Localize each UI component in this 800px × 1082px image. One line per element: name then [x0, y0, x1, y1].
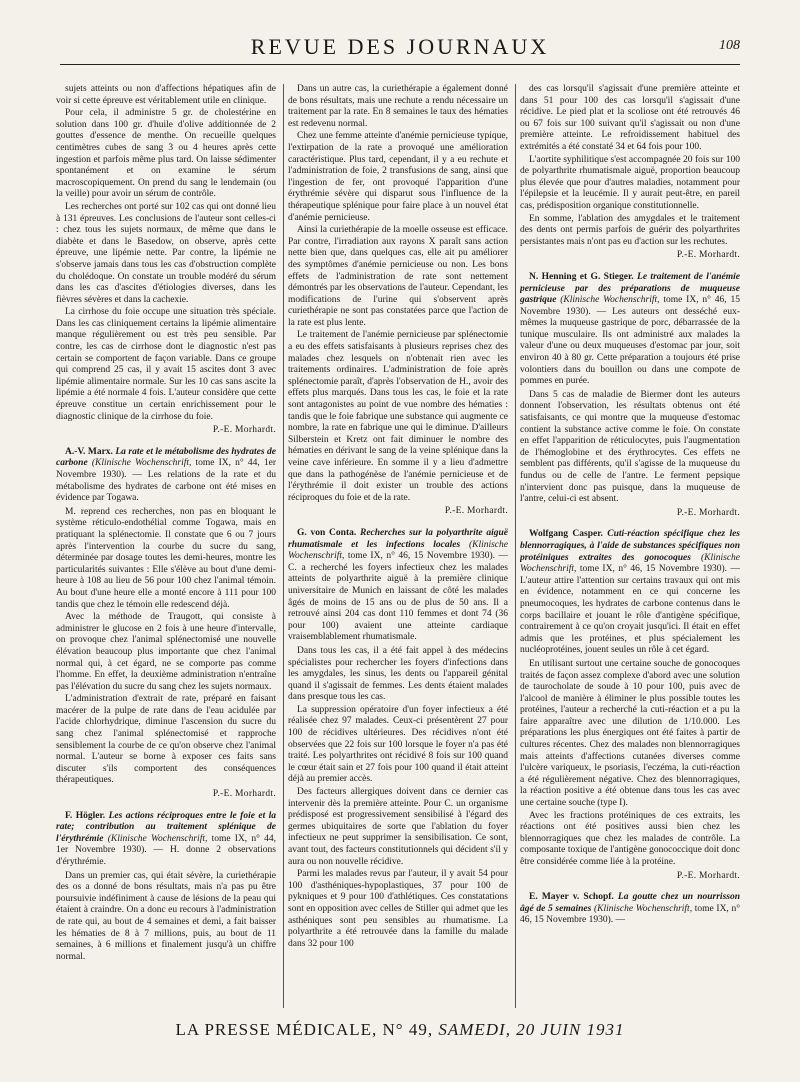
paragraph: L'administration d'extrait de rate, préparé en faisant macérer de la pulpe de rate dans de l'eau acidulée par l'acide chlorhydrique, diminue l'ascension du sucre du sang chez l'animal splénectomisé et rapproche sensiblement la courbe de ce qu'on observe chez l'animal normal. L'auteur se borne à exposer ces faits sans discuter s'ils comportent des conséquences thérapeutiques. — [56, 694, 276, 786]
author-signature: P.-E. Morhardt. — [676, 870, 740, 881]
article-title: Les actions réciproques entre le foie et la rate; contribution au traitement splénique de l'érythrémie — [56, 810, 276, 844]
paragraph: M. reprend ces recherches, non pas en bloquant le système réticulo-endothélial comme Togawa, mais en pratiquant la splénectomie. Il constate que 6 ou 7 jours après l'intervention la courbe du sucre du sang, déterminée par dosage toutes les demi-heures, montre les particularités suivantes : Elle s'élève au bout d'une demi-heure à 108 au lieu de 56 pour 100 chez l'animal témoin. Au bout d'une heure elle a monté encore à 111 pour 100 tandis que chez le témoin elle redescend déjà. — [56, 506, 276, 610]
paragraph: En somme, l'ablation des amygdales et le traitement des dents ont permis parfois de guérir des polyarthrites persistantes mais n'ont pas eu d'action sur les rechutes. — [520, 213, 740, 247]
article-source: (Klinische Wochenschrift, — [288, 539, 508, 562]
paragraph: des cas lorsqu'il s'agissait d'une première atteinte et dans 51 pour 100 des cas lorsqu'il s'agissait d'une récidive. Le pied plat et la scoliose ont été retrouvés 46 ou 67 fois sur 100 suivant qu'il s'agissait ou non d'une première atteinte. Le refroidissement habituel des extrémités a été constaté 34 et 64 fois pour 100. — [520, 84, 740, 152]
article-author: Wolfgang Casper. — [529, 529, 603, 540]
article-source: (Klinische Wochenschrift, — [560, 295, 660, 306]
article-details: tome IX, n° 44, 1er Novembre 1930). — H. donne 2 observations d'érythrémie. — [56, 833, 276, 867]
paragraph: Pour cela, il administre 5 gr. de cholestérine en solution dans 100 gr. d'huile d'olive additionnée de 2 gouttes d'essence de menthe. On recueille quelques centimètres cubes de sang 3 ou 4 heures après cette ingestion et parfois même plus tard. On laisse sédimenter spontanément et on examine le sérum macroscopiquement. On prend du sang le lendemain (ou la veille) pour avoir un sérum de contrôle. — [56, 108, 276, 200]
article-source: (Klinische Wochenschrift, — [593, 903, 693, 914]
article-details: tome IX, n° 46, 15 Novembre 1930). — — [520, 903, 740, 926]
journal-section-title: REVUE DES JOURNAUX — [250, 34, 550, 59]
paragraph: L'aortite syphilitique s'est accompagnée 20 fois sur 100 de polyarthrite rhumatismale aiguë, proportion beaucoup plus élevée que pour d'autres maladies, notamment pour l'épilepsie et la leucémie. Il y aurait peut-être, en pareil cas, prédisposition organique constitutionnelle. — [520, 154, 740, 211]
paragraph: Avec la méthode de Traugott, qui consiste à administrer le glucose en 2 fois à une heure d'intervalle, on provoque chez l'animal splénectomisé une nouvelle élévation beaucoup plus importante que chez l'animal normal qui, à cet égard, ne se comporte pas comme l'homme. En effet, la deuxième administration n'entraîne pas l'élévation du sucre du sang chez les sujets normaux. — [56, 612, 276, 692]
footer-issue: N° 49, — [382, 1020, 434, 1039]
article-heading — [520, 272, 740, 388]
article-title: La rate et le métabolisme des hydrates de carbone — [56, 446, 276, 469]
paragraph: Avec les fractions protéiniques de ces extraits, les réactions ont été positives aussi bien chez les blennorragiques que chez les malades de contrôle. La composante toxique de l'antigène gonococcique doit donc être considérée comme liée à la protéine. — [520, 810, 740, 867]
paragraph: Le traitement de l'anémie pernicieuse par splénectomie a eu des effets satisfaisants à plusieurs reprises chez des malades chez lesquels on n'obtenait rien avec les traitements ordinaires. L'administration de foie après splénectomie paraît, d'après l'observation de H., avoir des effets plus marqués. Dans tous les cas, le foie et la rate sont antagonistes au point de vue nombre des hématies : tandis que le foie fabrique une substance qui augmente ce nombre, la rate en fabrique une qui le diminue. D'ailleurs Silberstein et Kretz ont fait diminuer le nombre des hématies en dérivant le sang de la veine splénique dans la veine cave inférieure. En somme il y a lieu d'admettre que dans la pathogénèse de l'anémie pernicieuse et de l'érythrémie il doit exister un trouble des actions réciproques du foie et de la rate. — [288, 330, 508, 503]
article-details: tome IX, n° 46, 15 Novembre 1930). — C. a recherché les foyers infectieux chez les malades atteints de polyarthrite aiguë à la première clinique universitaire de Munich en laissant de côté les malades âgés de moins de 15 ans ou de plus de 50 ans. Il a retrouvé ainsi 204 cas dont 110 femmes et dont 74 (36 pour 100) avaient une atteinte cardiaque vraisemblablement rhumatismale. — [288, 551, 508, 643]
text-column-1 — [56, 84, 276, 1012]
article-details: tome IX, n° 46, 15 Novembre 1930). — Les auteurs ont desséché eux-mêmes la muqueuse gastrique de porc, débarrassée de la tunique musculaire. Ils ont administré aux malades la valeur d'une ou deux muqueuses d'estomac par jour, soit environ 40 à 80 gr. Cette préparation a toujours été prise volontiers dans du bouillon ou dans une compote de pommes en purée. — [520, 295, 740, 387]
article-author: E. Mayer v. Schopf. — [529, 892, 614, 903]
page-number: 108 — [719, 38, 740, 53]
paragraph: Dans un autre cas, la curiethérapie a également donné de bons résultats, mais une rechute a rendu nécessaire un traitement par la rate. En 8 semaines le taux des hématies est redevenu normal. — [288, 84, 508, 129]
author-signature: P.-E. Morhardt. — [444, 506, 508, 517]
paragraph: Les recherches ont porté sur 102 cas qui ont donné lieu à 131 épreuves. Les conclusions de l'auteur sont celles-ci : chez tous les sujets normaux, de même que dans le diabète et dans le Basedow, on observe, après cette épreuve, une lipémie nette. Par contre, la lipémie ne s'observe jamais dans tous les cas d'obstruction complète du cholédoque. On constate un trouble modéré du sérum dans les cas d'ascites d'étiologies diverses, dans les fièvres sévères et dans la cachexie. — [56, 201, 276, 305]
paragraph: Dans un premier cas, qui était sévère, la curiethérapie des os a donné de bons résultats, mais n'a pas pu être poursuivie indéfiniment à cause de lésions de la peau qui étaient à craindre. On a donc eu recours à l'administration de rate qui, au bout de 4 semaines et demi, a fait baisser les hématies de 8 à 7 millions, puis, au bout de 11 semaines, à 6 millions et finalement jusqu'à un chiffre normal. — [56, 870, 276, 962]
text-column-2 — [288, 84, 508, 1012]
text-column-3 — [520, 84, 740, 1012]
article-author: A.-V. Marx. — [65, 446, 113, 457]
paragraph: En utilisant surtout une certaine souche de gonocoques traités de façon assez complexe d'abord avec une solution de taurocholate de soude à 10 pour 100, puis avec de l'alcool de manière à éliminer le plus possible toutes les protéines, l'auteur a recherché la cuti-réaction et a pu la faire apparaître avec une dilution de 1/10.000. Les préparations les plus énergiques ont été faites à partir de cultures récentes. Chez des malades non blennorragiques mais atteints d'affections cutanées diverses comme l'ulcère variqueux, le psoriasis, l'eczéma, la cuti-réaction a été régulièrement négative. Chez des blennorragiques, la réaction positive a été obtenue dans tous les cas avec une certaine souche (type I). — [520, 658, 740, 809]
paragraph: Chez une femme atteinte d'anémie pernicieuse typique, l'extirpation de la rate a provoqué une amélioration caractéristique. Plus tard, cependant, il y a eu rechute et l'administration de foie, 2 transfusions de sang, ainsi que l'ingestion de fer, ont provoqué l'apparition d'une érythrémie sévère qui disparut sous l'influence de la thérapeutique splénique pour faire place à un nouvel état d'anémie pernicieuse. — [288, 131, 508, 223]
paragraph: La cirrhose du foie occupe une situation très spéciale. Dans les cas cliniquement certains la lipémie alimentaire manque régulièrement ou est très peu sensible. Par contre, les cas de cirrhose dont le diagnostic n'est pas certain se comportent de façon variable. Dans ce groupe qui comprend 25 cas, il y avait 15 ascites dont 3 avec lipémie alimentaire normale. Sur les 10 cas sans ascite la lipémie a été normale 4 fois. L'auteur considère que cette épreuve constitue un certain enrichissement pour le diagnostic clinique de la cirrhose du foie. — [56, 307, 276, 422]
author-signature: P.-E. Morhardt. — [676, 507, 740, 518]
footer-journal: LA PRESSE MÉDICALE, — [175, 1020, 378, 1039]
paragraph: Des facteurs allergiques doivent dans ce dernier cas intervenir dès la première atteinte. Pour C. un organisme prédisposé est progressivement sensibilisé à l'égard des germes ubiquitaires de sorte que l'ablation du foyer infectieux ne peut supprimer la sensibilisation. Ce sont, avant tout, des facteurs constitutionnels qui décident s'il y aura ou non nouvelle récidive. — [288, 787, 508, 867]
author-signature: P.-E. Morhardt. — [676, 250, 740, 261]
article-details: tome IX, n° 44, 1er Novembre 1930). — Les relations de la rate et du métabolisme des hydrates de carbone ont été mises en évidence par Togawa. — [56, 458, 276, 504]
header-rule — [60, 64, 740, 65]
paragraph: Ainsi la curiethérapie de la moelle osseuse est efficace. Par contre, l'irradiation aux rayons X paraît sans action nette bien que, dans quelques cas, elle ait pu améliorer des symptômes d'anémie pernicieuse ou non. Les bons effets de l'administration de rate sont nettement démontrés par les observations de l'auteur. Cependant, les modifications de l'urine qui s'observent après curiethérapie ne sont pas constatées parce que l'action de la rate est plus lente. — [288, 225, 508, 328]
article-title: Le traitement de l'anémie pernicieuse par des préparations de muqueuse gastrique — [520, 271, 740, 306]
paragraph: Dans tous les cas, il a été fait appel à des médecins spécialistes pour rechercher les foyers d'infections dans les amygdales, les sinus, les dents ou l'appareil génital quand il s'agissait de femmes. Les dents étaient malades dans presque tous les cas. — [288, 645, 508, 703]
article-title: Recherches sur la polyarthrite aiguë rhumatismale et les infections locales — [288, 527, 508, 550]
column-divider — [515, 84, 516, 1008]
article-source: (Klinische Wochenschrift, — [520, 552, 740, 575]
article-title: Cuti-réaction spécifique chez les blennorragiques, à l'aide de substances spécifiques non protéiniques extraites des gonocoques — [520, 529, 740, 563]
article-heading — [520, 892, 740, 927]
article-details: tome IX, n° 46, 15 Novembre 1930). — L'auteur attire l'attention sur certains travaux qui ont mis en évidence, notamment en ce qui concerne les pneumocoques, les hydrates de carbone contenus dans le corps bacillaire et jouant le rôle d'antigène spécifique, contrairement à ce qu'on croyait jusqu'ici. Il était en effet admis que les protéines, et plus spécialement les nucléoprotéines, jouent seules un rôle à cet égard. — [520, 564, 740, 656]
article-source: (Klinische Wochenschrift, — [107, 833, 208, 844]
article-source: (Klinische Wochenschrift, — [91, 458, 192, 469]
paragraph: La suppression opératoire d'un foyer infectieux a été réalisée chez 97 malades. Ceux-ci présentèrent 27 pour 100 de récidives ultérieures. Des récidives n'ont été observées que 22 fois sur 100 lorsque le foyer n'a pas été traité. Les polyarthrites ont récidivé 8 fois sur 100 quand le cœur était sain et 27 fois pour 100 quand il était atteint déjà au premier accès. — [288, 704, 508, 785]
footer-date: SAMEDI, 20 JUIN 1931 — [438, 1020, 625, 1039]
paragraph: Parmi les malades revus par l'auteur, il y avait 54 pour 100 d'asthéniques-hypoplastiques, 37 pour 100 de pykniques et 9 pour 100 d'athlétiques. Ces constatations sont en opposition avec celles de Stiller qui admet que les asthéniques sont peu sensibles au rhumatisme. La polyarthrite a été retrouvée dans la famille du malade dans 32 pour 100 — [288, 869, 508, 949]
running-header — [60, 34, 740, 62]
article-author: N. Henning et G. Stieger. — [529, 271, 634, 282]
paragraph: Dans 5 cas de maladie de Biermer dont les auteurs donnent l'observation, les résultats obtenus ont été satisfaisants, ce qui montre que la muqueuse d'estomac contient la substance active comme le foie. On constate en effet l'apparition de réticulocytes, puis l'augmentation de l'hémoglobine et des érythrocytes. Ces effets ne semblent pas différents, qu'il s'agisse de la muqueuse du fundus ou de celle de l'antre. Le ferment pepsique n'intervient donc pas puisque, dans la muqueuse de l'antre, celui-ci est absent. — [520, 389, 740, 505]
paragraph: sujets atteints ou non d'affections hépatiques afin de voir si cette épreuve est véritablement utile en clinique. — [56, 84, 276, 106]
author-signature: P.-E. Morhardt. — [212, 789, 276, 800]
article-heading — [56, 811, 276, 869]
article-heading — [520, 529, 740, 657]
author-signature: P.-E. Morhardt. — [212, 425, 276, 436]
column-divider — [283, 84, 284, 1008]
article-author: G. von Conta. — [297, 527, 357, 538]
article-heading — [56, 447, 276, 505]
page-footer — [60, 1020, 740, 1040]
article-author: F. Högler. — [65, 810, 106, 821]
article-heading — [288, 528, 508, 644]
article-title: La goutte chez un nourrisson âgé de 5 semaines — [520, 892, 740, 914]
